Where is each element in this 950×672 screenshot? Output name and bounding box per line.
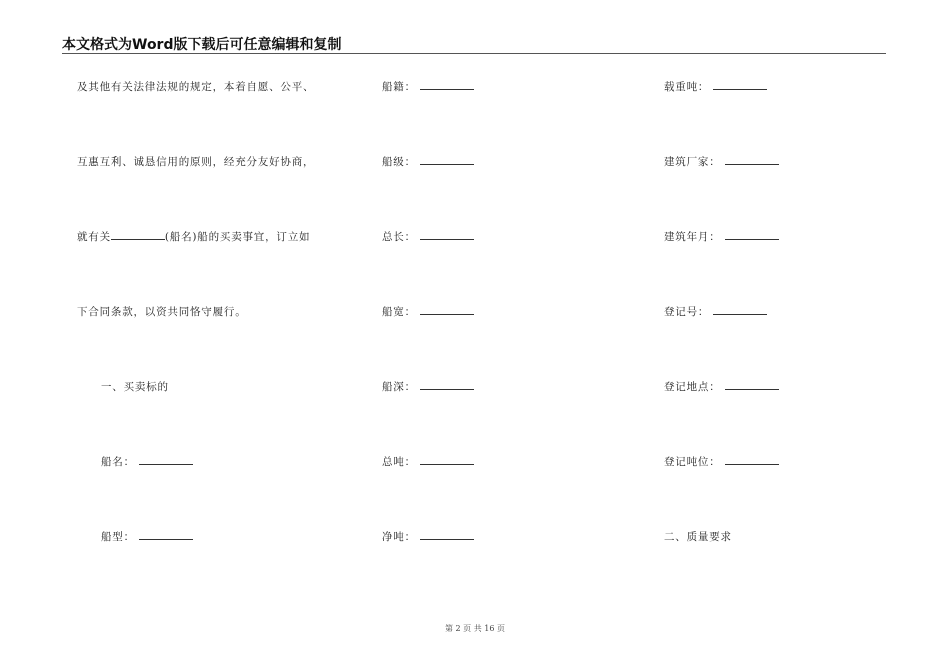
registration-no-field <box>664 304 767 319</box>
paragraph-line-3-before: 就有关 <box>77 231 111 243</box>
paragraph-line-4: 下合同条款，以资共同恪守履行。 <box>77 306 247 318</box>
builder-label: 建筑厂家： <box>664 156 721 168</box>
length-label: 总长： <box>382 231 416 243</box>
deadweight-field <box>664 79 767 94</box>
registration-place-field <box>664 379 779 394</box>
registry-field <box>382 79 474 94</box>
build-date-blank[interactable] <box>725 229 779 240</box>
build-date-label: 建筑年月： <box>664 231 721 243</box>
length-field <box>382 229 474 244</box>
ship-name-blank[interactable] <box>139 454 193 465</box>
net-tonnage-label: 净吨： <box>382 531 416 543</box>
length-blank[interactable] <box>420 229 474 240</box>
paragraph-line-1: 及其他有关法律法规的规定，本着自愿、公平、 <box>77 81 315 93</box>
class-blank[interactable] <box>420 154 474 165</box>
gross-tonnage-blank[interactable] <box>420 454 474 465</box>
registration-tonnage-label: 登记吨位： <box>664 456 721 468</box>
registration-tonnage-field <box>664 454 779 469</box>
document-header-title: 本文格式为Word版下载后可任意编辑和复制 <box>62 37 342 53</box>
class-field <box>382 154 474 169</box>
class-label: 船级： <box>382 156 416 168</box>
registration-place-label: 登记地点： <box>664 381 721 393</box>
registration-no-blank[interactable] <box>713 304 767 315</box>
ship-name-blank-inline[interactable] <box>111 229 165 240</box>
width-label: 船宽： <box>382 306 416 318</box>
gross-tonnage-field <box>382 454 474 469</box>
builder-field <box>664 154 779 169</box>
ship-type-field <box>77 529 193 544</box>
depth-field <box>382 379 474 394</box>
registry-label: 船籍： <box>382 81 416 93</box>
registration-no-label: 登记号： <box>664 306 710 318</box>
deadweight-blank[interactable] <box>713 79 767 90</box>
registration-tonnage-blank[interactable] <box>725 454 779 465</box>
width-field <box>382 304 474 319</box>
page-number-footer: 第 2 页 共 16 页 <box>445 624 505 633</box>
registry-blank[interactable] <box>420 79 474 90</box>
builder-blank[interactable] <box>725 154 779 165</box>
net-tonnage-blank[interactable] <box>420 529 474 540</box>
paragraph-line-2: 互惠互利、诚恳信用的原则，经充分友好协商， <box>77 156 315 168</box>
section-2-title: 二、质量要求 <box>664 531 732 543</box>
gross-tonnage-label: 总吨： <box>382 456 416 468</box>
paragraph-line-3-after: (船名)船的买卖事宜，订立如 <box>164 231 311 243</box>
ship-name-field <box>77 454 193 469</box>
net-tonnage-field <box>382 529 474 544</box>
build-date-field <box>664 229 779 244</box>
ship-name-label: 船名： <box>101 456 135 468</box>
depth-label: 船深： <box>382 381 416 393</box>
deadweight-label: 载重吨： <box>664 81 710 93</box>
registration-place-blank[interactable] <box>725 379 779 390</box>
depth-blank[interactable] <box>420 379 474 390</box>
paragraph-line-3 <box>77 229 310 244</box>
header-divider <box>62 53 886 54</box>
ship-type-label: 船型： <box>101 531 135 543</box>
width-blank[interactable] <box>420 304 474 315</box>
section-1-title: 一、买卖标的 <box>101 381 169 393</box>
ship-type-blank[interactable] <box>139 529 193 540</box>
